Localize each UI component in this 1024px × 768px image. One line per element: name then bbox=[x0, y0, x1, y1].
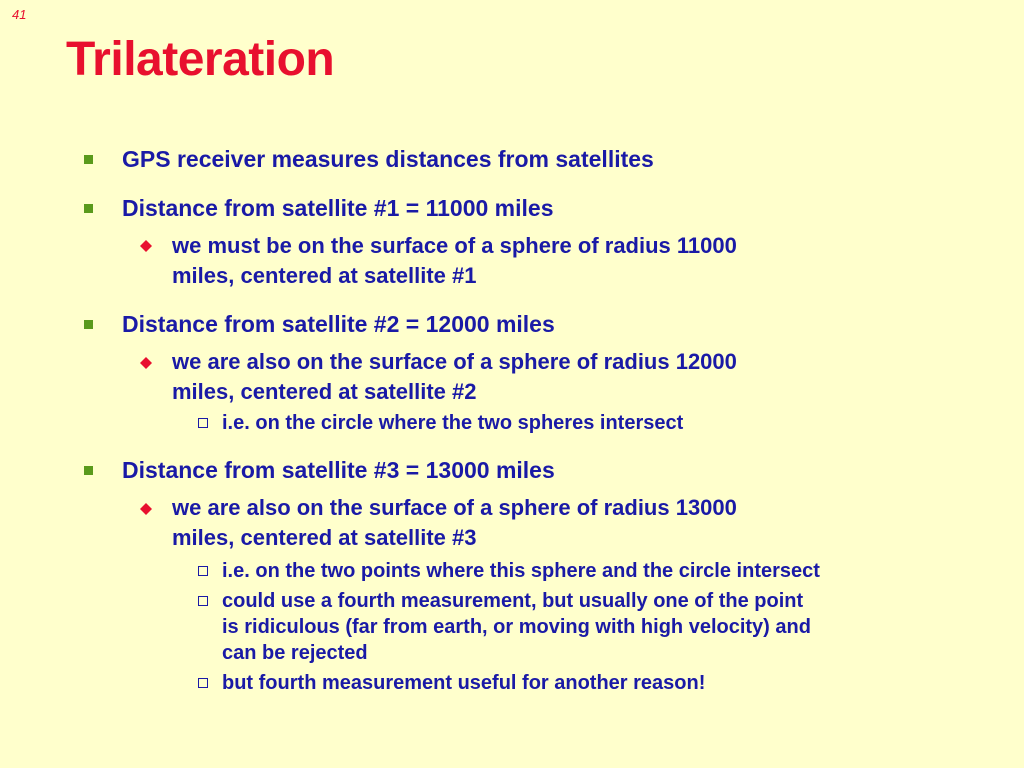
bullet-gps-receiver: GPS receiver measures distances from satellites bbox=[122, 146, 654, 172]
square-bullet-icon bbox=[84, 204, 93, 213]
sub-sub-bullet-circle-intersect: i.e. on the circle where the two spheres intersect bbox=[222, 412, 684, 434]
sub-bullet-sphere-1-line-1: we must be on the surface of a sphere of radius 11000 bbox=[172, 233, 737, 258]
bullet-distance-satellite-1: Distance from satellite #1 = 11000 miles bbox=[122, 195, 554, 221]
hollow-square-bullet-icon bbox=[198, 596, 208, 606]
sub-sub-bullet-fourth-measurement-line-2: is ridiculous (far from earth, or moving with high velocity) and bbox=[222, 616, 811, 638]
sub-bullet-sphere-1-line-2: miles, centered at satellite #1 bbox=[172, 263, 477, 288]
square-bullet-icon bbox=[84, 320, 93, 329]
sub-sub-bullet-fourth-measurement-line-3: can be rejected bbox=[222, 642, 368, 664]
diamond-bullet-icon bbox=[140, 503, 152, 515]
bullet-distance-satellite-2: Distance from satellite #2 = 12000 miles bbox=[122, 311, 555, 337]
bullet-distance-satellite-3: Distance from satellite #3 = 13000 miles bbox=[122, 457, 555, 483]
hollow-square-bullet-icon bbox=[198, 418, 208, 428]
diamond-bullet-icon bbox=[140, 240, 152, 252]
diamond-bullet-icon bbox=[140, 357, 152, 369]
hollow-square-bullet-icon bbox=[198, 678, 208, 688]
slide-title: Trilateration bbox=[66, 33, 335, 86]
sub-sub-bullet-another-reason: but fourth measurement useful for another reason! bbox=[222, 672, 706, 694]
sub-bullet-sphere-3-line-2: miles, centered at satellite #3 bbox=[172, 525, 477, 550]
hollow-square-bullet-icon bbox=[198, 566, 208, 576]
square-bullet-icon bbox=[84, 466, 93, 475]
sub-sub-bullet-fourth-measurement-line-1: could use a fourth measurement, but usually one of the point bbox=[222, 590, 804, 612]
sub-bullet-sphere-3-line-1: we are also on the surface of a sphere of radius 13000 bbox=[172, 495, 737, 520]
slide-number: 41 bbox=[12, 7, 27, 22]
sub-bullet-sphere-2-line-2: miles, centered at satellite #2 bbox=[172, 379, 477, 404]
square-bullet-icon bbox=[84, 155, 93, 164]
sub-sub-bullet-two-points: i.e. on the two points where this sphere and the circle intersect bbox=[222, 560, 820, 582]
sub-bullet-sphere-2-line-1: we are also on the surface of a sphere of radius 12000 bbox=[172, 349, 737, 374]
